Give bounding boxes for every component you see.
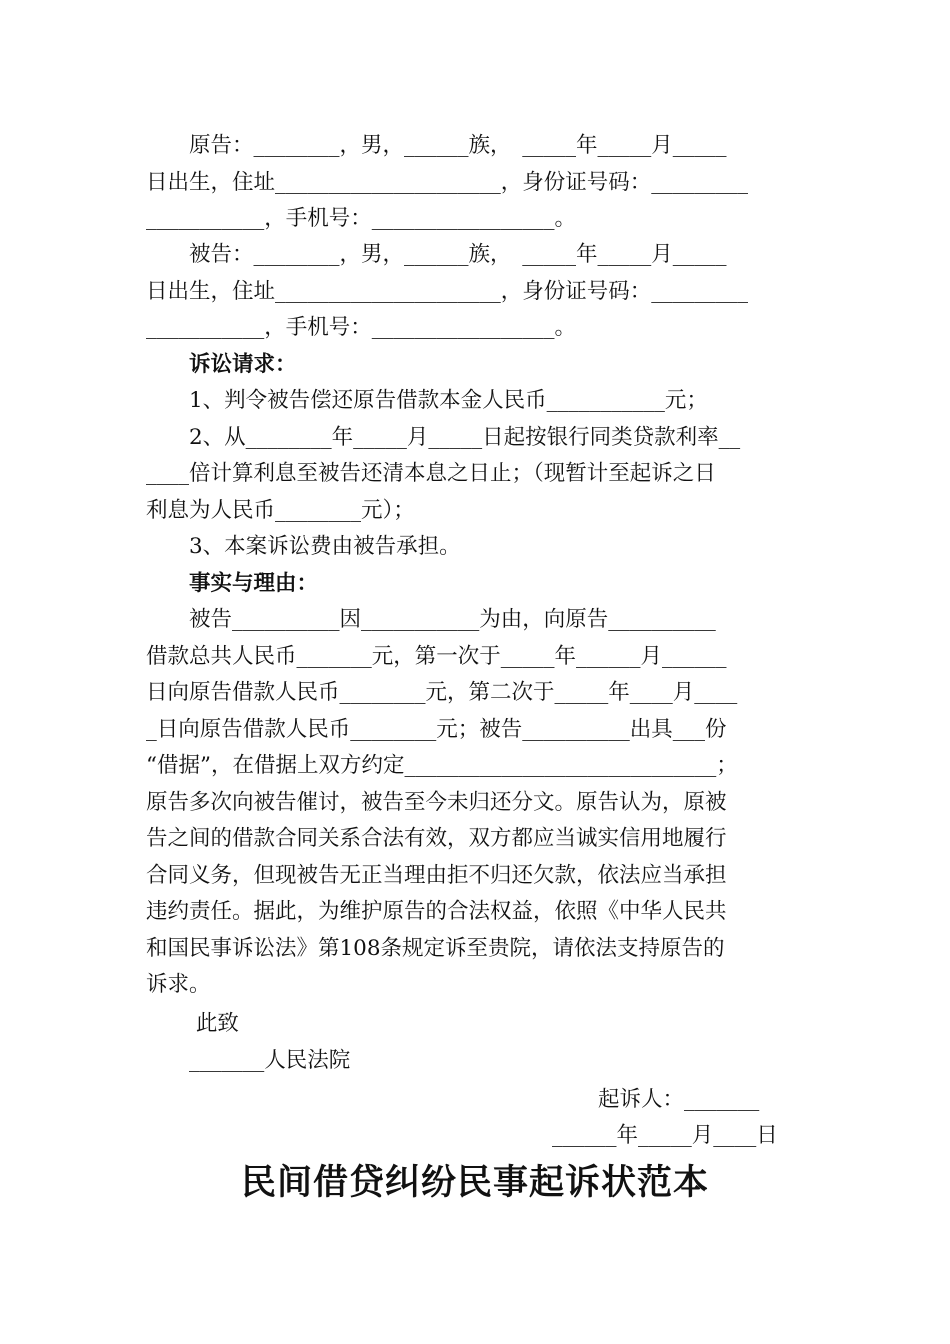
document-title: 民间借贷纠纷民事起诉状范本: [240, 1163, 709, 1203]
facts-line-6: 原告多次向被告催讨，被告至今未归还分文。原告认为，原被: [146, 790, 727, 815]
claim-1: 1、判令被告偿还原告借款本金人民币___________元；: [146, 388, 708, 413]
claim-3: 3、本案诉讼费由被告承担。: [146, 534, 461, 559]
facts-line-4: _日向原告借款人民币________元；被告__________出具___份: [146, 717, 727, 742]
court-line: _______人民法院: [146, 1048, 351, 1073]
defendant-line-1: 被告：________，男，______族， _____年_____月_____: [146, 242, 727, 267]
claim-2-line-3: 利息为人民币________元）；: [146, 498, 415, 523]
signature-date: ______年_____月____日: [552, 1123, 778, 1148]
plaintiff-line-2: 日出生，住址_____________________，身份证号码：_________: [146, 170, 749, 195]
facts-line-3: 日向原告借款人民币________元，第二次于_____年____月____: [146, 680, 738, 705]
facts-heading: 事实与理由：: [146, 571, 319, 596]
facts-line-7: 告之间的借款合同关系合法有效，双方都应当诚实信用地履行: [146, 826, 727, 851]
facts-line-8: 合同义务，但现被告无正当理由拒不归还欠款，依法应当承担: [146, 863, 727, 888]
defendant-line-2: 日出生，住址_____________________，身份证号码：_________: [146, 279, 749, 304]
facts-line-10: 和国民事诉讼法》第108条规定诉至贵院，请依法支持原告的: [146, 936, 725, 961]
plaintiff-line-1: 原告：________，男，______族， _____年_____月_____: [146, 133, 727, 158]
plaintiff-signature: 起诉人：_______: [598, 1087, 760, 1112]
facts-line-2: 借款总共人民币_______元，第一次于_____年______月______: [146, 644, 727, 669]
claims-heading: 诉讼请求：: [146, 352, 297, 377]
claim-2-line-1: 2、从________年_____月_____日起按银行同类贷款利率__: [146, 425, 741, 450]
facts-line-1: 被告__________因___________为由，向原告__________: [146, 607, 716, 632]
closing-salutation: 此致: [146, 1011, 239, 1036]
defendant-line-3: ___________，手机号：_________________。: [146, 315, 577, 340]
plaintiff-line-3: ___________，手机号：_________________。: [146, 206, 577, 231]
facts-line-9: 违约责任。据此，为维护原告的合法权益，依照《中华人民共: [146, 899, 727, 924]
facts-line-11: 诉求。: [146, 972, 211, 997]
claim-2-line-2: ____倍计算利息至被告还清本息之日止；（现暂计至起诉之日: [146, 461, 716, 486]
facts-line-5: “借据”，在借据上双方约定_____________________________；: [146, 753, 738, 778]
